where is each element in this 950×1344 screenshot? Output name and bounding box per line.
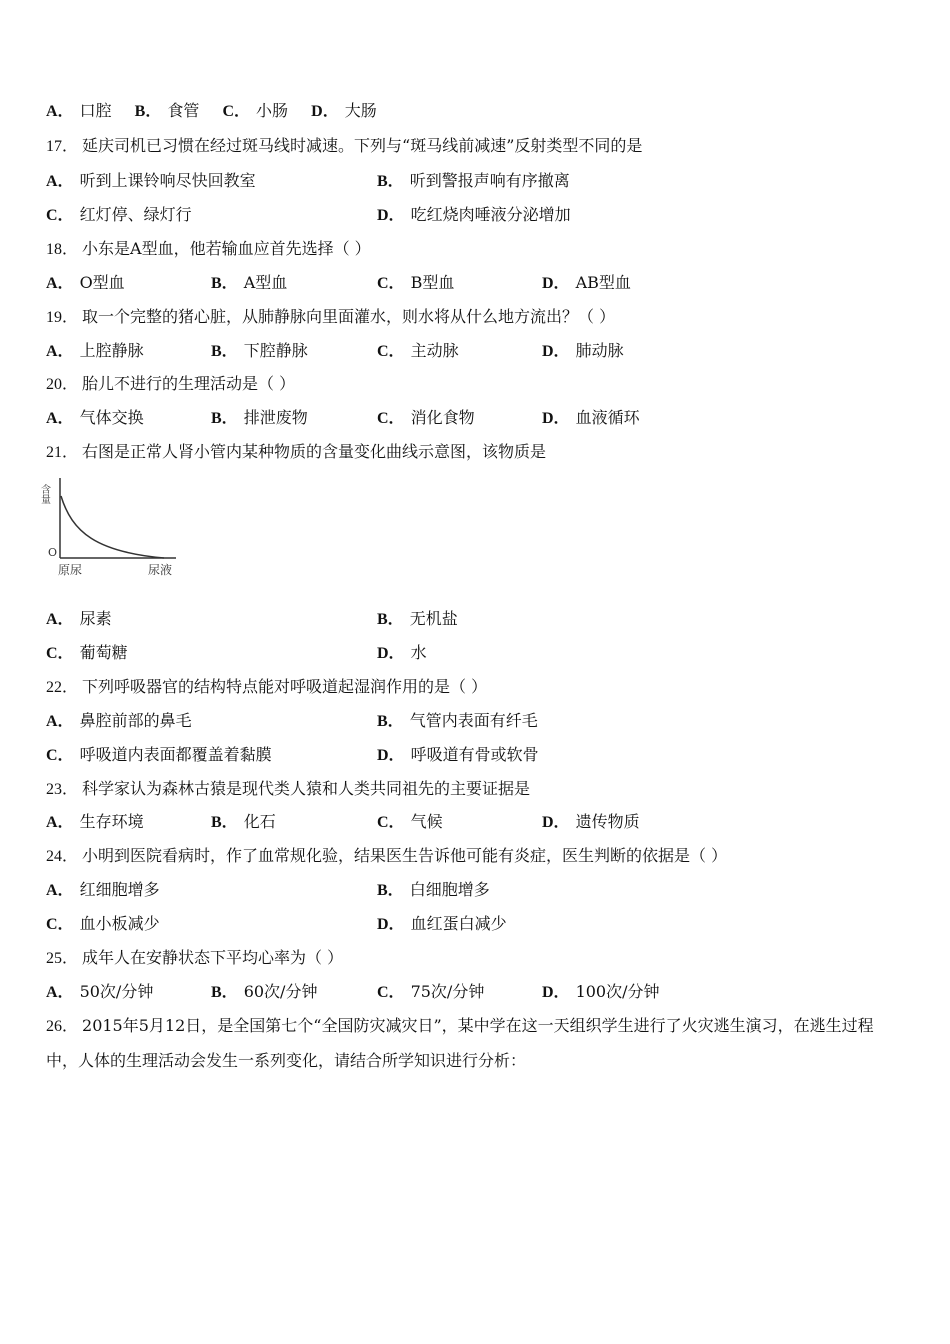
- q16-option-c: C． 小肠: [222, 101, 289, 120]
- question-26-stem: 26． 2015年5月12日，是全国第七个“全国防灾减灾日”，某中学在这一天组织学生进行了火灾逃生演习，在逃生过程中，人体的生理活动会发生一系列变化，请结合所学知识进行分析：: [46, 1016, 874, 1070]
- question-19-stem: 19． 取一个完整的猪心脏，从肺静脉向里面灌水，则水将从什么地方流出？（ ）: [46, 307, 616, 326]
- question-24-stem: 24． 小明到医院看病时，作了血常规化验，结果医生告诉他可能有炎症，医生判断的依据是（ ）: [46, 846, 728, 865]
- q20-option-b: B． 排泄废物: [211, 408, 308, 427]
- question-21-stem: 21． 右图是正常人肾小管内某种物质的含量变化曲线示意图，该物质是: [46, 442, 547, 461]
- q25-option-a: A． 50次/分钟: [46, 982, 154, 1001]
- q17-option-b: B． 听到警报声响有序撤离: [377, 171, 570, 190]
- q24-option-a: A． 红细胞增多: [46, 880, 160, 899]
- q17-option-d: D． 吃红烧肉唾液分泌增加: [377, 205, 571, 224]
- q24-option-c: C． 血小板减少: [46, 914, 160, 933]
- q23-option-a: A． 生存环境: [46, 812, 144, 831]
- q16-option-d: D． 大肠: [311, 101, 377, 120]
- q17-option-a: A． 听到上课铃响尽快回教室: [46, 171, 256, 190]
- figure-origin-label: O: [48, 546, 58, 559]
- question-20-stem: 20． 胎儿不进行的生理活动是（ ）: [46, 374, 296, 393]
- q16-option-a: A． 口腔: [46, 101, 112, 120]
- question-17-stem: 17． 延庆司机已习惯在经过斑马线时减速。下列与“斑马线前减速”反射类型不同的是: [46, 136, 643, 155]
- q21-option-a: A． 尿素: [46, 609, 112, 628]
- q25-option-b: B． 60次/分钟: [211, 982, 318, 1001]
- q23-option-b: B． 化石: [211, 812, 276, 831]
- q19-option-b: B． 下腔静脉: [211, 341, 308, 360]
- question-22-stem: 22． 下列呼吸器官的结构特点能对呼吸道起湿润作用的是（ ）: [46, 677, 488, 696]
- figure-y-label: 含量: [38, 484, 50, 504]
- question-25-stem: 25． 成年人在安静状态下平均心率为（ ）: [46, 948, 344, 967]
- q25-option-c: C． 75次/分钟: [377, 982, 485, 1001]
- q19-option-c: C． 主动脉: [377, 341, 459, 360]
- question-23-stem: 23． 科学家认为森林古猿是现代类人猿和人类共同祖先的主要证据是: [46, 779, 531, 798]
- q17-option-c: C． 红灯停、绿灯行: [46, 205, 192, 224]
- q22-option-b: B． 气管内表面有纤毛: [377, 711, 538, 730]
- q21-option-b: B． 无机盐: [377, 609, 458, 628]
- q20-option-d: D． 血液循环: [542, 408, 640, 427]
- figure-decay-curve: [61, 496, 164, 558]
- q23-option-c: C． 气候: [377, 812, 443, 831]
- q20-option-a: A． 气体交换: [46, 408, 144, 427]
- q16-option-b: B． 食管: [134, 101, 200, 120]
- q25-option-d: D． 100次/分钟: [542, 982, 660, 1001]
- q18-option-d: D． AB型血: [542, 273, 631, 292]
- q21-option-c: C． 葡萄糖: [46, 643, 128, 662]
- question-18-stem: 18． 小东是A型血，他若输血应首先选择（ ）: [46, 239, 371, 258]
- figure-x-end-label: 尿液: [148, 563, 173, 577]
- q22-option-a: A． 鼻腔前部的鼻毛: [46, 711, 192, 730]
- q19-option-a: A． 上腔静脉: [46, 341, 144, 360]
- q24-option-b: B． 白细胞增多: [377, 880, 490, 899]
- q18-option-a: A． O型血: [46, 273, 125, 292]
- q21-option-d: D． 水: [377, 643, 427, 662]
- figure-x-start-label: 原尿: [58, 563, 83, 577]
- q24-option-d: D． 血红蛋白减少: [377, 914, 507, 933]
- q22-option-d: D． 呼吸道有骨或软骨: [377, 745, 539, 764]
- kidney-tubule-curve-figure: [38, 474, 184, 582]
- q19-option-d: D． 肺动脉: [542, 341, 624, 360]
- q18-option-b: B． A型血: [211, 273, 288, 292]
- q23-option-d: D． 遗传物质: [542, 812, 640, 831]
- q18-option-c: C． B型血: [377, 273, 455, 292]
- q20-option-c: C． 消化食物: [377, 408, 475, 427]
- q16-options: [46, 101, 377, 122]
- q22-option-c: C． 呼吸道内表面都覆盖着黏膜: [46, 745, 272, 764]
